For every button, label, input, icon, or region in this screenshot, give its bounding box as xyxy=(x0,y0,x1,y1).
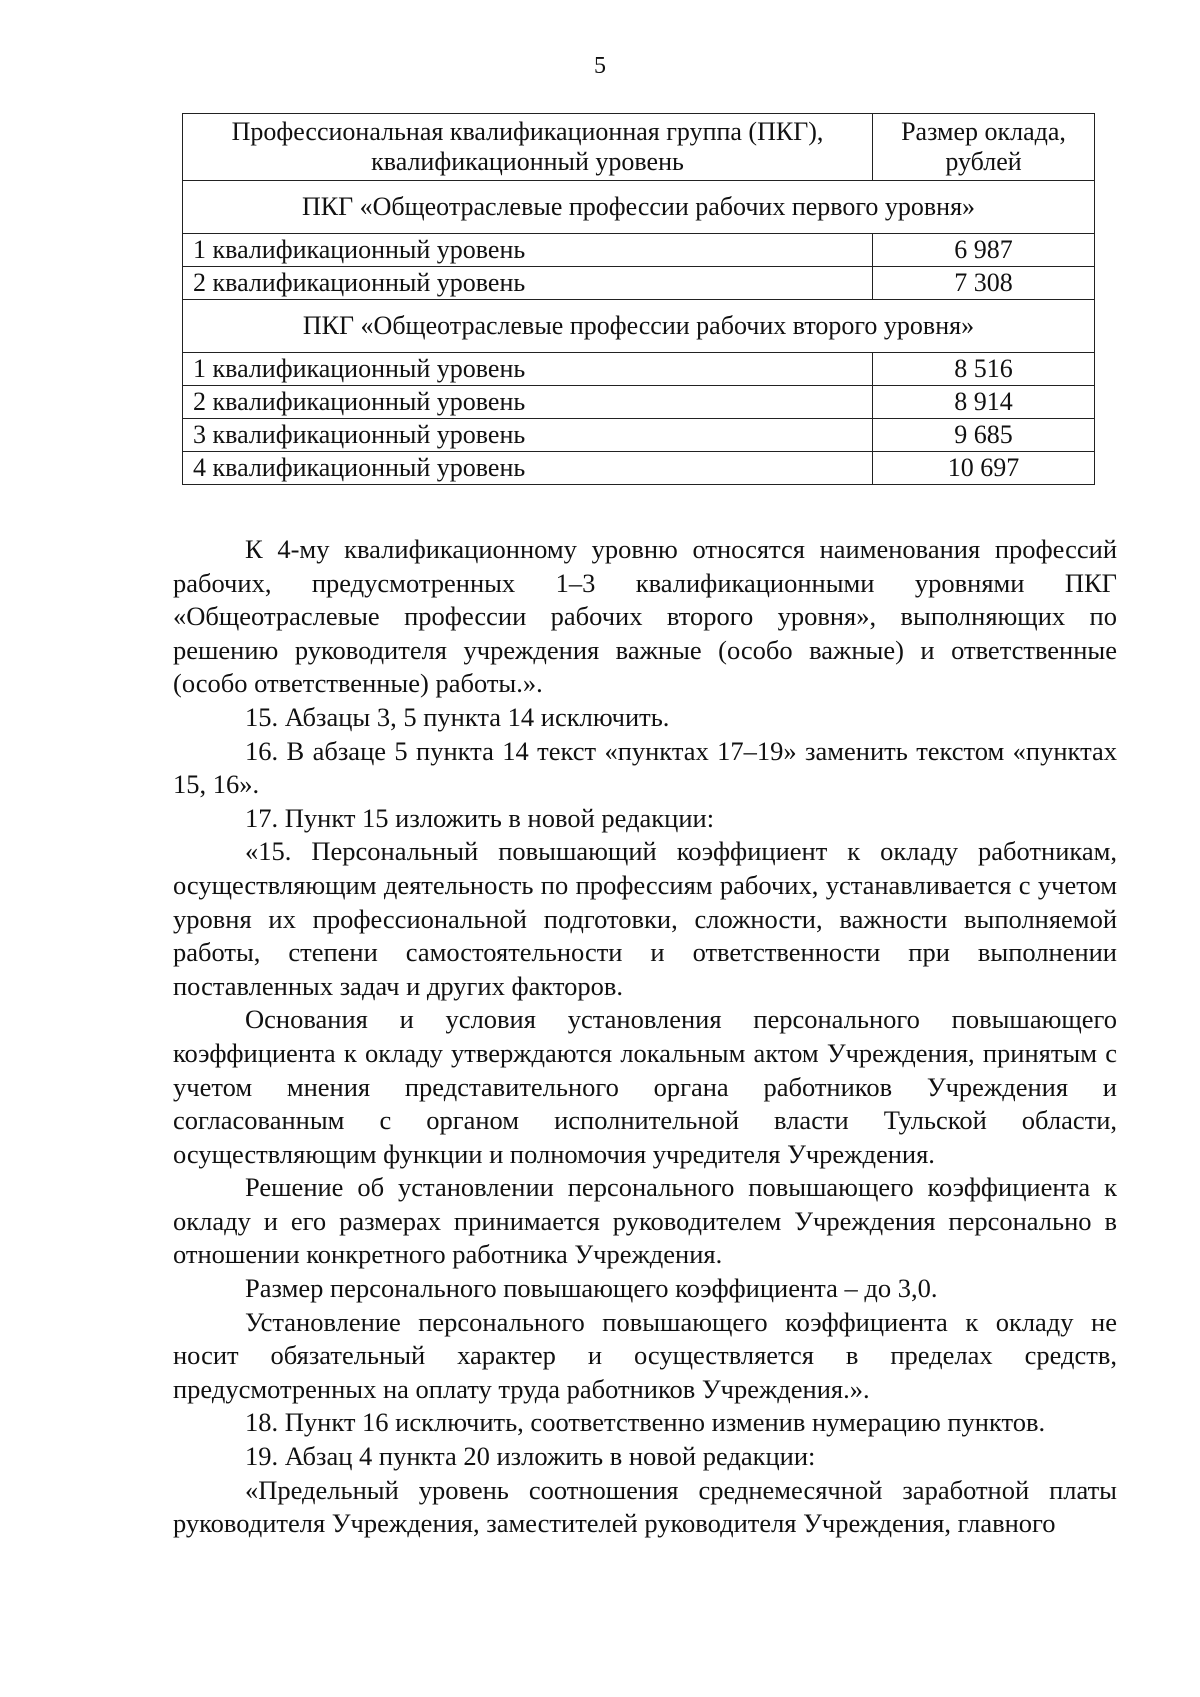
salary-cell: 10 697 xyxy=(873,452,1095,485)
header-level-cell xyxy=(183,114,873,181)
table-row xyxy=(183,353,1095,386)
header-level-line2: квалификационный уровень xyxy=(371,147,684,176)
group-row-first-level xyxy=(183,181,1095,234)
salary-cell: 7 308 xyxy=(873,267,1095,300)
paragraph: Основания и условия установления персонального повышающего коэффициента к окладу утверждаются локальным актом Учреждения, принятым с учетом мнения представительного органа работников Учреждения и согласованным с органом исполнительной власти Тульской области, осуществляющим функции и полномочия учредителя Учреждения. xyxy=(173,1004,1117,1169)
paragraph: «15. Персональный повышающий коэффициент к окладу работникам, осуществляющим деятельность по профессиям рабочих, устанавливается с учетом уровня их профессиональной подготовки, сложности, важности выполняемой работы, степени самостоятельности и ответственности при выполнении поставленных задач и других факторов. xyxy=(173,836,1117,1001)
group-title: ПКГ «Общеотраслевые профессии рабочих второго уровня» xyxy=(183,300,1095,353)
header-salary-cell xyxy=(873,114,1095,181)
level-cell: 3 квалификационный уровень xyxy=(183,419,873,452)
header-level-line1: Профессиональная квалификационная группа (ПКГ), xyxy=(231,117,824,146)
body-text xyxy=(173,533,1117,1541)
level-cell: 1 квалификационный уровень xyxy=(183,234,873,267)
salary-table xyxy=(182,113,1095,485)
table-row xyxy=(183,386,1095,419)
paragraph: К 4-му квалификационному уровню относятся наименования профессий рабочих, предусмотренных 1–3 квалификационными уровнями ПКГ «Общеотраслевые профессии рабочих второго уровня», выполняющих по решению руководителя учреждения важные (особо важные) и ответственные (особо ответственные) работы.». xyxy=(173,534,1117,699)
level-cell: 4 квалификационный уровень xyxy=(183,452,873,485)
header-salary-line1: Размер оклада, xyxy=(901,117,1066,146)
table-row xyxy=(183,234,1095,267)
paragraph: 18. Пункт 16 исключить, соответственно изменив нумерацию пунктов. xyxy=(245,1407,1046,1438)
paragraph: 17. Пункт 15 изложить в новой редакции: xyxy=(245,802,715,833)
table-header-row xyxy=(183,114,1095,181)
paragraph: «Предельный уровень соотношения среднемесячной заработной платы руководителя Учреждения, заместителей руководителя Учреждения, главного xyxy=(173,1474,1117,1539)
paragraph: 16. В абзаце 5 пункта 14 текст «пунктах 17–19» заменить текстом «пунктах 15, 16». xyxy=(173,735,1117,800)
header-salary-line2: рублей xyxy=(945,147,1022,176)
level-cell: 2 квалификационный уровень xyxy=(183,386,873,419)
paragraph: 15. Абзацы 3, 5 пункта 14 исключить. xyxy=(245,701,670,732)
group-title: ПКГ «Общеотраслевые профессии рабочих первого уровня» xyxy=(183,181,1095,234)
salary-cell: 8 914 xyxy=(873,386,1095,419)
group-row-second-level xyxy=(183,300,1095,353)
salary-cell: 6 987 xyxy=(873,234,1095,267)
paragraph: Установление персонального повышающего коэффициента к окладу не носит обязательный характер и осуществляется в пределах средств, предусмотренных на оплату труда работников Учреждения.». xyxy=(173,1306,1117,1404)
table-row xyxy=(183,267,1095,300)
salary-cell: 8 516 xyxy=(873,353,1095,386)
level-cell: 2 квалификационный уровень xyxy=(183,267,873,300)
salary-cell: 9 685 xyxy=(873,419,1095,452)
paragraph: Размер персонального повышающего коэффициента – до 3,0. xyxy=(245,1273,938,1304)
paragraph: Решение об установлении персонального повышающего коэффициента к окладу и его размерах принимается руководителем Учреждения персонально в отношении конкретного работника Учреждения. xyxy=(173,1172,1117,1270)
table-row xyxy=(183,452,1095,485)
level-cell: 1 квалификационный уровень xyxy=(183,353,873,386)
page-number: 5 xyxy=(594,53,606,79)
paragraph: 19. Абзац 4 пункта 20 изложить в новой редакции: xyxy=(245,1441,816,1472)
table-row xyxy=(183,419,1095,452)
